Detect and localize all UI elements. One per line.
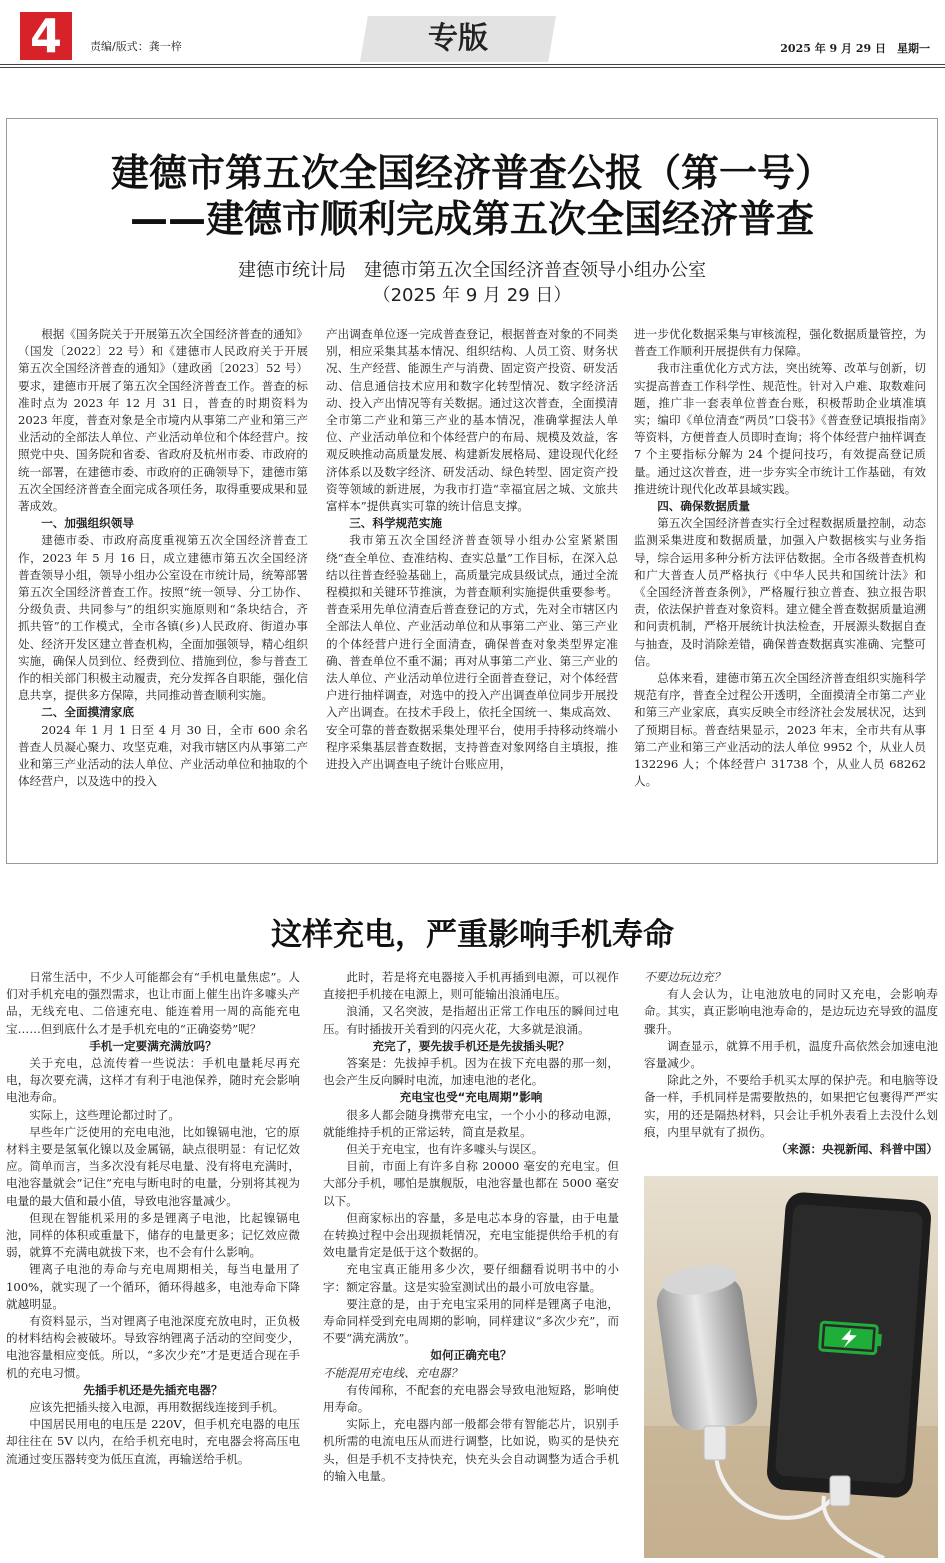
paragraph: 此时，若是将充电器接入手机再插到电源，可以视作直接把手机接在电源上，则可能输出浪涌电压。 — [323, 970, 619, 1002]
phone-charging-photo — [644, 1176, 938, 1558]
paragraph: 锂离子电池的寿命与充电周期相关，每当电量用了 100%，就实现了一个循环，循环得越多，电池寿命下降就越明显。 — [6, 1262, 300, 1311]
paragraph: 但现在智能机采用的多是锂离子电池，比起镍镉电池，同样的体积或重量下，储存的电量更多；记忆效应微弱，就算不充满电就拔下来，也不会有什么影响。 — [6, 1210, 300, 1260]
article1-title-line2: ——建德市顺利完成第五次全国经济普查 — [129, 197, 814, 241]
subheading: 一、加强组织领导 — [41, 516, 134, 531]
paragraph: 2024 年 1 月 1 日至 4 月 30 日，全市 600 余名普查人员凝心聚力、攻坚克难，对我市辖区内从事第二产业和第三产业活动的法人单位、产业活动单位和抽取的个体经营户，以及选中的投入 — [18, 722, 308, 789]
paragraph: 早些年广泛使用的充电电池，比如镍镉电池，它的原材料主要是氢氧化镍以及金属镉，缺点很明显：有记忆效应。简单而言，当多次没有耗尽电量、没有将电充满时，电池容量就会“记住”充电与断电时的电量，分别将其视为电量的最大值和最小值，导致电池容量减少。 — [6, 1124, 300, 1208]
article2-column-2 — [323, 969, 619, 1485]
subheading: 如何正确充电？ — [430, 1348, 512, 1363]
paragraph: 中国居民用电的电压是 220V，但手机充电器的电压却往往在 5V 以内，在给手机充电时，充电器会将高压电流通过变压器转变为低压直流，再输送给手机。 — [6, 1417, 300, 1466]
paragraph: 要注意的是，由于充电宝采用的同样是锂离子电池，寿命同样受到充电周期的影响，同样建议“多次少充”，而不要“满充满放”。 — [323, 1296, 619, 1346]
subheading: 充完了，要先拔手机还是先拔插头呢？ — [372, 1038, 570, 1053]
page-number: 4 — [20, 12, 72, 60]
paragraph: 但商家标出的容量，多是电芯本身的容量，由于电量在转换过程中会出现损耗情况，充电宝能提供给手机的有效电量肯定是低于这个数据的。 — [323, 1210, 619, 1260]
article2-title: 这样充电，严重影响手机寿命 — [271, 917, 674, 953]
article2-column-3 — [644, 969, 938, 1158]
subheading: 三、科学规范实施 — [349, 516, 442, 531]
paragraph: 我市注重优化方式方法，突出统筹、改革与创新，切实提高普查工作科学性、规范性。针对入户难、取数难问题，推广非一套表单位普查台账，积极帮助企业填准填实；编印《单位清查“两员”口袋书》《普查登记填报指南》等资料，方便普查人员即时查询；将个体经营户抽样调查 7 个主要指标分解为 24 个提问技巧，有效提高登记质量。通过这次普查，进一步夯实全市统计工作基础，有效推进统计现代化改革县域实践。 — [634, 361, 926, 496]
paragraph: 充电宝真正能用多少次，要仔细翻看说明书中的小字：额定容量。这是实验室测试出的最小可放电容量。 — [323, 1262, 619, 1294]
paragraph: 答案是：先拔掉手机。因为在拔下充电器的那一刻，也会产生反向瞬时电流，加速电池的老化。 — [323, 1056, 619, 1088]
paragraph: 日常生活中，不少人可能都会有“手机电量焦虑”。人们对手机充电的强烈需求，也让市面上催生出许多噱头产品，无线充电、二倍速充电、能连着用一周的高能充电宝……但到底什么才是手机充电的“正确姿势”呢？ — [6, 970, 300, 1036]
subheading: 手机一定要满充满放吗？ — [89, 1038, 217, 1053]
subheading: 二、全面摸清家底 — [41, 705, 134, 720]
section-title: 专版 — [428, 21, 488, 56]
article2-column-1 — [6, 969, 300, 1468]
article1-issuer: 建德市统计局 建德市第五次全国经济普查领导小组办公室 — [238, 260, 706, 281]
article1-column-1 — [18, 326, 308, 790]
paragraph: 我市第五次全国经济普查领导小组办公室紧紧围绕“查全单位、查准结构、查实总量”工作目标，在深入总结以往普查经验基础上，高质量完成县级试点，通过全流程模拟和关键环节推演，为普查顺利实施提供重要参考。普查采用先单位清查后普查登记的方式，先对全市辖区内全部法人单位、产业活动单位和从事第二产业、第三产业的个体经营户进行全面清查，确保普查对象类型界定准确、普查单位不重不漏；再对从事第二产业、第三产业的法人单位、产业活动单位进行全面普查登记，对个体经营户进行抽样调查，对选中的投入产出调查单位同步开展投入产出调查。在技术手段上，依托全国统一、集成高效、安全可靠的普查数据采集处理平台，使用手持移动终端小程序采集基层普查数据，支持普查对象网络自主填报，推进投入产出调查电子统计台账应用， — [326, 533, 618, 772]
issue-date: 2025 年 9 月 29 日 星期一 — [780, 42, 930, 55]
subheading: 充电宝也受“充电周期”影响 — [399, 1090, 543, 1105]
paragraph: 关于充电，总流传着一些说法：手机电量耗尽再充电，每次要充满，这样才有利于电池保养，随时充会影响电池寿命。 — [6, 1056, 300, 1105]
paragraph: 但关于充电宝，也有许多噱头与误区。 — [346, 1142, 544, 1157]
article1-column-2 — [326, 326, 618, 773]
paragraph: 第五次全国经济普查实行全过程数据质量控制，动态监测采集进度和数据质量，加强入户数据核实与业务指导，综合运用多种分析方法评估数据。全市各级普查机构和广大普查人员严格执行《中华人民共和国统计法》和《全国经济普查条例》，严格履行独立普查、独立报告职责，依法保护普查对象资料。建立健全普查数据质量追溯和问责机制，严格开展统计执法检查，开展源头数据自查与抽查，及时消除差错，确保普查数据真实准确、完整可信。 — [634, 516, 926, 668]
header-rule-2 — [0, 67, 945, 68]
paragraph: 应该先把插头接入电源，再用数据线连接到手机。 — [29, 1400, 285, 1415]
paragraph: 实际上，这些理论都过时了。 — [29, 1107, 180, 1122]
paragraph: 有传闻称，不配套的充电器会导致电池短路，影响使用寿命。 — [323, 1382, 619, 1415]
paragraph: 很多人都会随身携带充电宝，一个小小的移动电源，就能维持手机的正常运转，简直是救星。 — [323, 1107, 619, 1139]
header-rule — [0, 64, 945, 65]
paragraph: 调查显示，就算不用手机，温度升高依然会加速电池容量减少。 — [644, 1038, 938, 1071]
paragraph: 浪涌，又名突波，是指超出正常工作电压的瞬间过电压。有时插拔开关看到的闪亮火花，大多就是浪涌。 — [323, 1004, 619, 1036]
paragraph: 实际上，充电器内部一般都会带有智能芯片，识别手机所需的电流电压从而进行调整，比如说，购买的是快充头，但是手机不支持快充，快充头会自动调整为适合手机的输入电量。 — [323, 1417, 619, 1483]
subheading: （来源：央视新闻、科普中国） — [775, 1142, 938, 1157]
photo-illustration — [644, 1176, 938, 1558]
subheading: 先插手机还是先插充电器？ — [83, 1382, 223, 1397]
article1-issue-date: （2025 年 9 月 29 日） — [372, 285, 572, 306]
subheading: 不要边玩边充？ — [644, 970, 726, 984]
paragraph: 除此之外，不要给手机买太厚的保护壳。和电脑等设备一样，手机同样是需要散热的，如果把它包裹得严严实实，用的还是隔热材料，只会让手机外表看上去没什么划痕，内里早就有了损伤。 — [644, 1073, 938, 1139]
article1-column-3 — [634, 326, 926, 790]
paragraph: 产出调查单位逐一完成普查登记，根据普查对象的不同类别，相应采集其基本情况、组织结构、人员工资、财务状况、生产经营、能源生产与消费、固定资产投资、研发活动、信息通信技术应用和数字化转型情况、数字经济活动、投入产出情况等有关数据。通过这次普查，全面摸清全市第二产业和第三产业的基本情况，准确掌握法人单位、产业活动单位和个体经营户的布局、规模及效益，客观反映推动高质量发展、构建新发展格局、建设现代化经济体系以及数字经济、研发活动、绿色转型、固定资产投资等领域的新进展，为我市打造“幸福宜居之城、文旅共富样本”提供真实可靠的统计信息支撑。 — [326, 327, 618, 514]
subheading: 不能混用充电线、充电器？ — [323, 1365, 463, 1380]
editor-credit: 责编/版式：龚一梓 — [90, 40, 182, 53]
paragraph: 目前，市面上有许多自称 20000 毫安的充电宝。但大部分手机，哪怕是旗舰版，电池容量也都在 5000 毫安以下。 — [323, 1159, 619, 1208]
paragraph: 有人会认为，让电池放电的同时又充电，会影响寿命。其实，真正影响电池寿命的，是边玩边充导致的温度骤升。 — [644, 987, 938, 1036]
paragraph: 根据《国务院关于开展第五次全国经济普查的通知》（国发〔2022〕22 号）和《建德市人民政府关于开展第五次全国经济普查的通知》（建政函〔2023〕52 号）要求，建德市开展了第五次全国经济普查工作。普查的标准时点为 2023 年 12 月 31 日，普查的时期资料为 2023 年度，普查对象是全市境内从事第二产业和第三产业活动的全部法人单位、产业活动单位和个体经营户。按照党中央、国务院和省委、省政府及杭州市委、市政府的统一部署，在建德市委、市政府的正确领导下，建德市第五次全国经济普查全面完成各项任务，取得重要成果和显著成效。 — [18, 327, 308, 514]
article1-title-line1: 建德市第五次全国经济普查公报（第一号） — [110, 151, 833, 195]
paragraph: 总体来看，建德市第五次全国经济普查组织实施科学规范有序，普查全过程公开透明，全面摸清全市第二产业和第三产业家底，真实反映全市经济社会发展状况，达到了预期目标。普查结果显示，2023 年末，全市共有从事第二产业和第三产业活动的法人单位 9952 个，从业人员 132296 人；个体经营户 31738 个，从业人员 68262 人。 — [634, 671, 926, 789]
paragraph: 建德市委、市政府高度重视第五次全国经济普查工作，2023 年 5 月 16 日，成立建德市第五次全国经济普查领导小组，领导小组办公室设在市统计局，统筹部署第五次全国经济普查工作。按照“统一领导、分工协作、分级负责、共同参与”的组织实施原则和“条块结合，齐抓共管”的工作模式，全市各镇(乡)人民政府、街道办事处、经济开发区建立普查机构，全面加强领导，精心组织实施，确保人员到位、经费到位、措施到位，参与普查工作的相关部门积极主动履责，充分发挥各自职能，强化信息共享，提供多方保障，共同推动普查顺利实施。 — [18, 533, 308, 703]
paragraph: 进一步优化数据采集与审核流程，强化数据质量管控，为普查工作顺利开展提供有力保障。 — [634, 327, 926, 359]
subheading: 四、确保数据质量 — [657, 499, 750, 514]
paragraph: 有资料显示，当对锂离子电池深度充放电时，正负极的材料结构会被破坏。导致容纳锂离子活动的空间变少，电池容量相应变低。所以，“多次少充”才是更适合现在手机的充电习惯。 — [6, 1314, 300, 1380]
